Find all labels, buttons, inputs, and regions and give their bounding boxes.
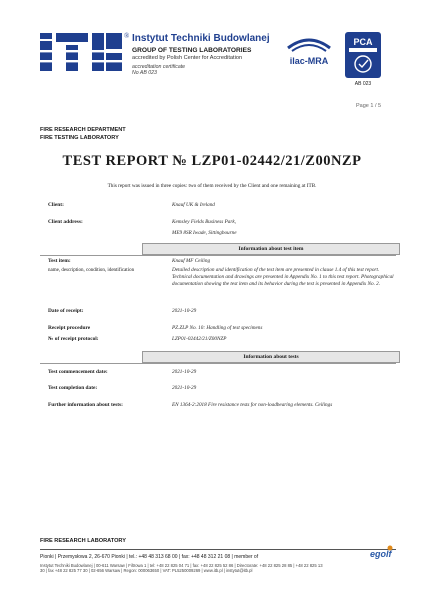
accredited-by: accredited by Polish Center for Accreditation bbox=[132, 54, 243, 61]
ab-number: AB 023 bbox=[354, 81, 372, 87]
footer-department: FIRE RESEARCH LABORATORY bbox=[40, 538, 126, 544]
further-info-value: EN 1364-2:2018 Fire resistance tests for non-loadbearing elements. Ceilings bbox=[172, 402, 333, 408]
name-description-label: name, description, condition, identification bbox=[48, 268, 135, 273]
client-address-line-1: Kemsley Fields Business Park, bbox=[172, 219, 236, 225]
pca-logo bbox=[345, 32, 381, 78]
completion-date-label: Test completion date: bbox=[48, 385, 98, 391]
further-info-label: Further information about tests: bbox=[48, 402, 123, 408]
divider bbox=[40, 363, 396, 364]
commencement-date-label: Test commencement date: bbox=[48, 369, 108, 375]
client-address-line-2: ME9 8SR Iwade, Sittingbourne bbox=[172, 230, 237, 236]
accreditation-note-1: accreditation certificate bbox=[132, 63, 186, 70]
footer-legal-line-2: 30 | fax +48 22 825 77 30 | 02-656 Warsaw | Regon: 000063650 | VAT: PL5250009269 | www.itb.pl | instytut@itb.pl bbox=[40, 568, 253, 574]
test-item-value: Knauf MF Ceiling bbox=[172, 258, 211, 264]
client-address-label: Client address: bbox=[48, 219, 83, 225]
item-description: Detailed description and identification of the test item are presented in clause 1.4 of this test report. Technical documentation and drawings are presented in Appendix No. 1 to this test report. Photographical documentation showing the test item and its behavior during the test is presented in Appendix No. 2. bbox=[172, 267, 394, 288]
footer-legal-line-1: Instytut Techniki Budowlanej | 00-611 Warsaw | Filtrowa 1 | tel: +48 22 825 04 71 | fax: +48 22 825 52 86 | Directorate: +48 22 825 28 85 | +48 22 825 13 bbox=[40, 563, 323, 568]
footer-divider bbox=[40, 549, 396, 550]
department-block bbox=[40, 126, 126, 143]
department-line-1: FIRE RESEARCH DEPARTMENT bbox=[40, 127, 126, 133]
footer-legal bbox=[40, 563, 400, 574]
footer-address: Pionki | Przemysłowa 2, 26-670 Pionki | tel.: +48 48 313 68 00 | fax: +48 48 312 21 08 | member of bbox=[40, 554, 259, 560]
date-of-receipt-value: 2021-10-29 bbox=[172, 308, 197, 314]
date-of-receipt-label: Date of receipt: bbox=[48, 308, 84, 314]
ilac-label: ilac-MRA bbox=[289, 56, 329, 66]
receipt-procedure-label: Receipt procedure bbox=[48, 325, 91, 331]
egolf-logo bbox=[370, 545, 396, 559]
registered-icon: ® bbox=[124, 32, 130, 40]
accreditation-note-2: No AB 023 bbox=[132, 69, 157, 76]
receipt-procedure-value: PZ.ZLP No. 10: Handling of test specimens bbox=[172, 325, 263, 331]
report-title: TEST REPORT № LZP01-02442/21/Z00NZP bbox=[62, 153, 362, 169]
receipt-protocol-label: № of receipt protocol: bbox=[48, 336, 99, 342]
receipt-protocol-value: LZP01-02442/21/Z00NZP bbox=[172, 336, 227, 342]
client-value: Knauf UK & Ireland bbox=[172, 202, 215, 208]
header-text bbox=[132, 33, 270, 76]
commencement-date-value: 2021-10-29 bbox=[172, 369, 197, 375]
pca-label: PCA bbox=[353, 37, 373, 47]
completion-date-value: 2021-10-29 bbox=[172, 385, 197, 391]
divider bbox=[40, 255, 396, 256]
lab-name: GROUP OF TESTING LABORATORIES bbox=[132, 47, 252, 54]
test-item-label: Test item: bbox=[48, 258, 71, 264]
intro-text: This report was issued in three copies: two of them received by the Client and one remaining at ITB. bbox=[107, 183, 317, 189]
tests-section-heading: Information about tests bbox=[142, 351, 400, 363]
egolf-label: egolf bbox=[370, 549, 392, 559]
institute-name: Instytut Techniki Budowlanej bbox=[132, 33, 270, 44]
page-number: Page 1 / 5 bbox=[356, 103, 382, 109]
item-section-heading: Information about test item bbox=[142, 243, 400, 255]
department-line-2: FIRE TESTING LABORATORY bbox=[40, 135, 119, 142]
ilac-mra-logo bbox=[282, 34, 336, 70]
client-label: Client: bbox=[48, 202, 64, 208]
itb-logo bbox=[40, 33, 124, 71]
